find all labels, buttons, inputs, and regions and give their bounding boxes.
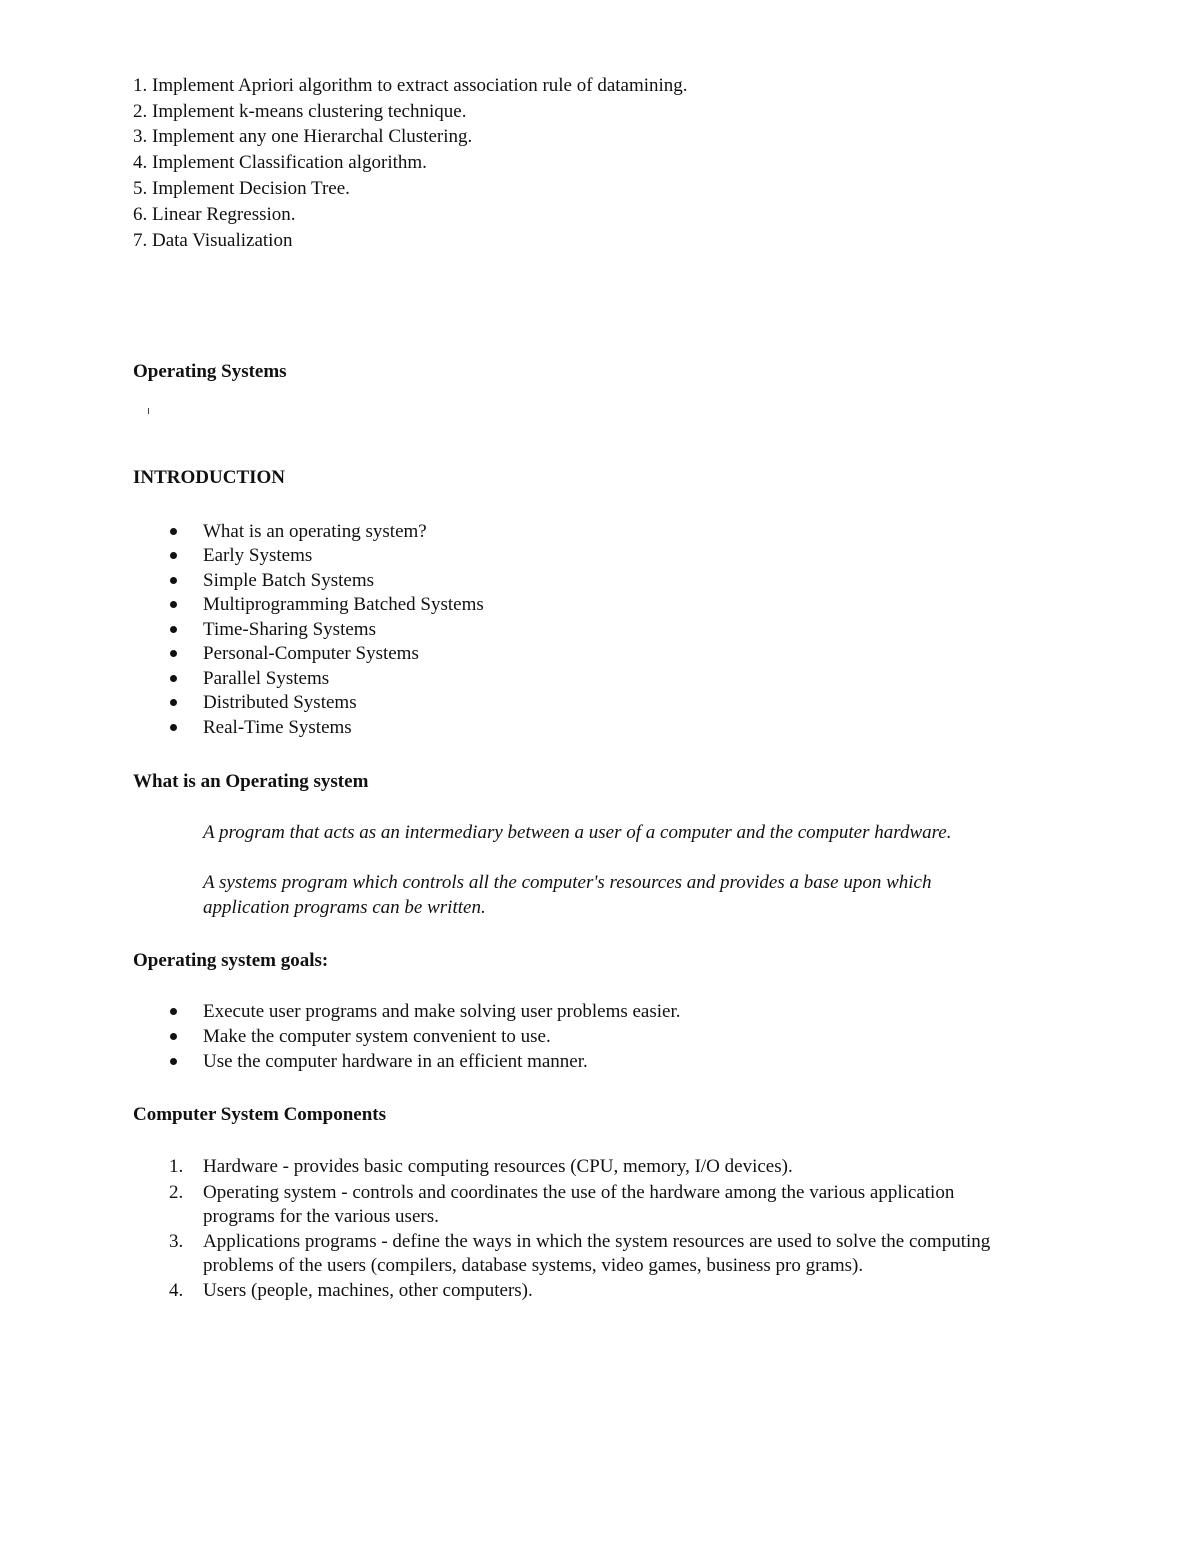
definition-2-line-1: A systems program which controls all the computer's resources and provides a base upon which [203, 872, 932, 893]
bullet-icon [170, 1033, 177, 1040]
introduction-heading: INTRODUCTION [133, 467, 286, 488]
intro-item-3: Simple Batch Systems [203, 570, 374, 591]
goal-item-3: Use the computer hardware in an efficient manner. [203, 1051, 588, 1072]
component-number-4: 4. [169, 1280, 184, 1301]
top-list-item-3: 3. Implement any one Hierarchal Clustering. [133, 126, 473, 147]
bullet-icon [170, 1058, 177, 1065]
bullet-icon [170, 552, 177, 559]
bullet-icon [170, 577, 177, 584]
top-list-item-7: 7. Data Visualization [133, 230, 293, 251]
component-item-4: Users (people, machines, other computers). [203, 1280, 533, 1301]
intro-item-7: Parallel Systems [203, 668, 330, 689]
component-number-1: 1. [169, 1156, 184, 1177]
stray-mark [148, 408, 149, 414]
bullet-icon [170, 1008, 177, 1015]
bullet-icon [170, 724, 177, 731]
top-list-item-4: 4. Implement Classification algorithm. [133, 152, 427, 173]
goal-item-1: Execute user programs and make solving user problems easier. [203, 1001, 681, 1022]
top-list-item-2: 2. Implement k-means clustering technique. [133, 101, 467, 122]
intro-item-2: Early Systems [203, 545, 313, 566]
top-list-item-5: 5. Implement Decision Tree. [133, 178, 350, 199]
definition-1: A program that acts as an intermediary between a user of a computer and the computer hardware. [203, 822, 952, 843]
section-title: Operating Systems [133, 361, 287, 382]
bullet-icon [170, 626, 177, 633]
bullet-icon [170, 675, 177, 682]
intro-item-4: Multiprogramming Batched Systems [203, 594, 484, 615]
goal-item-2: Make the computer system convenient to use. [203, 1026, 551, 1047]
component-item-2-line-2: programs for the various users. [203, 1206, 439, 1227]
component-item-2-line-1: Operating system - controls and coordinates the use of the hardware among the various application [203, 1182, 955, 1203]
bullet-icon [170, 528, 177, 535]
component-item-3-line-2: problems of the users (compilers, database systems, video games, business pro grams). [203, 1255, 864, 1276]
component-item-1: Hardware - provides basic computing resources (CPU, memory, I/O devices). [203, 1156, 793, 1177]
top-list-item-6: 6. Linear Regression. [133, 204, 296, 225]
component-item-3-line-1: Applications programs - define the ways in which the system resources are used to solve the computing [203, 1231, 991, 1252]
definition-2-line-2: application programs can be written. [203, 897, 486, 918]
intro-item-8: Distributed Systems [203, 692, 357, 713]
intro-item-1: What is an operating system? [203, 521, 427, 542]
top-list-item-1: 1. Implement Apriori algorithm to extract association rule of datamining. [133, 75, 688, 96]
bullet-icon [170, 699, 177, 706]
intro-item-6: Personal-Computer Systems [203, 643, 419, 664]
component-number-2: 2. [169, 1182, 184, 1203]
what-is-heading: What is an Operating system [133, 771, 369, 792]
goals-heading: Operating system goals: [133, 950, 329, 971]
intro-item-9: Real-Time Systems [203, 717, 352, 738]
component-number-3: 3. [169, 1231, 184, 1252]
bullet-icon [170, 601, 177, 608]
bullet-icon [170, 650, 177, 657]
intro-item-5: Time-Sharing Systems [203, 619, 376, 640]
components-heading: Computer System Components [133, 1104, 386, 1125]
